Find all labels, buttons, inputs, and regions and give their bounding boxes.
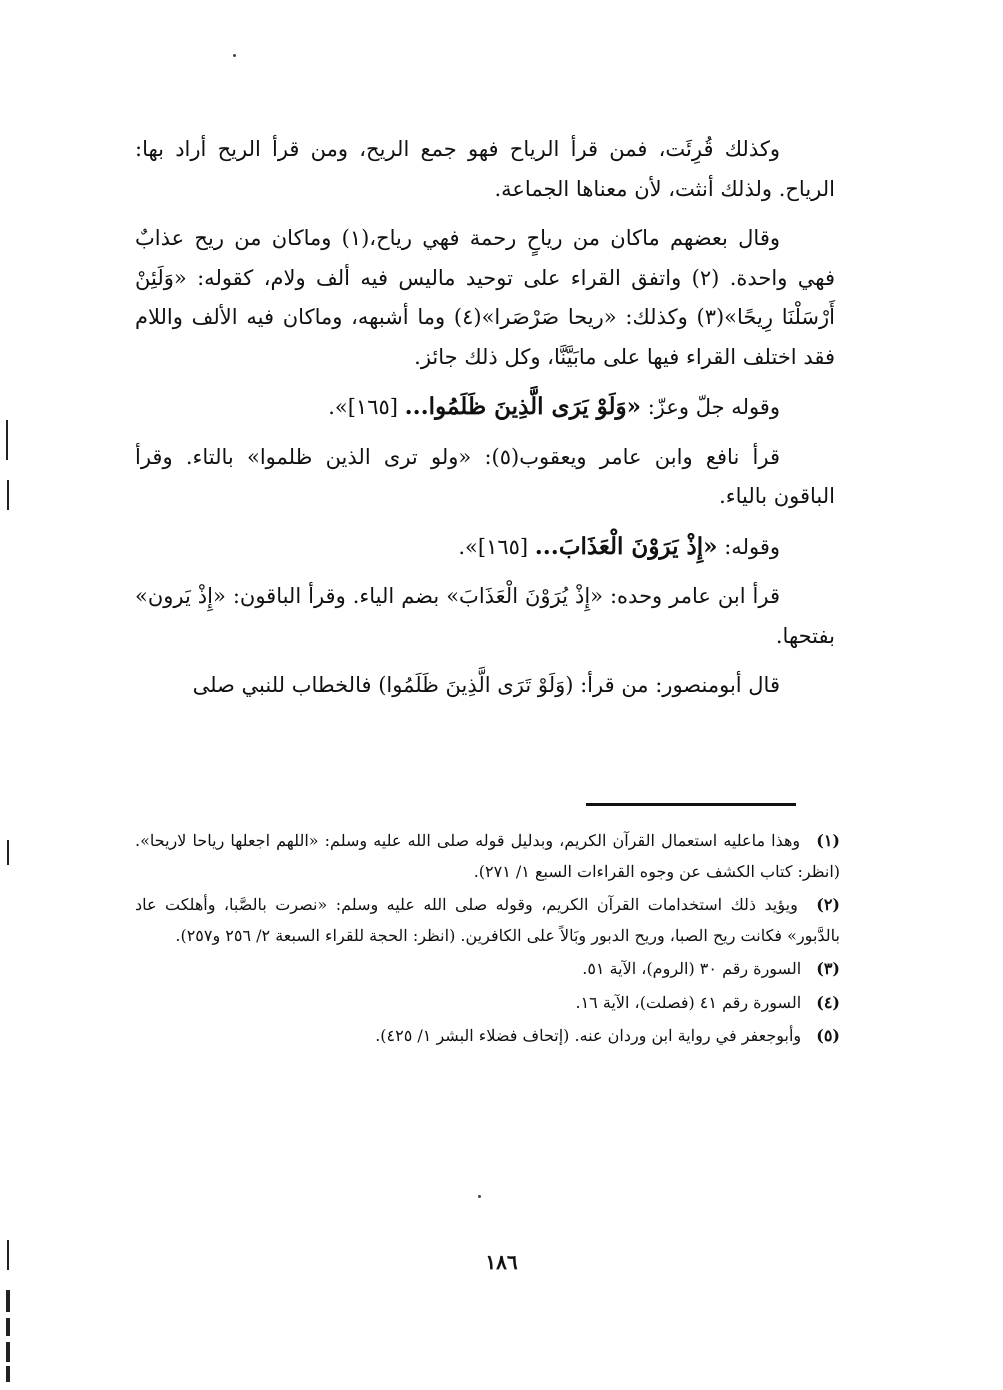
scan-edge-mark — [6, 1318, 10, 1336]
scan-edge-mark — [6, 420, 8, 460]
scan-edge-mark — [7, 840, 9, 865]
paragraph-2: وقال بعضهم ماكان من رياحٍ رحمة فهي رياح،(١) وماكان من ريح عذابٌ فهي واحدة. (٢) واتفق القراء على توحيد ماليس فيه ألف ولام، كقوله: «وَلَئِنْ أَرْسَلْنَا رِيحًا»(٣) وكذلك: «ريحا صَرْصَرا»(٤) وما أشبهه، وماكان فيه الألف واللام فقد اختلف القراء فيها على مابَيَّنَّا، وكل ذلك جائز. — [135, 226, 835, 369]
verse-1-intro: وقوله جلّ وعزّ: — [647, 395, 780, 419]
footnote-text: السورة رقم ٣٠ (الروم)، الآية ٥١. — [582, 959, 802, 978]
footnote-text: ويؤيد ذلك استخدامات القرآن الكريم، وقوله صلى الله عليه وسلم: «نصرت بالصَّبا، وأهلكت عاد بالدَّبور» فكانت ريح الصبا، وريح الدبور وبَالاً على الكافرين. (انظر: الحجة للقراء السبعة ٢/ ٢٥٦ و٢٥٧). — [135, 895, 840, 945]
footnote-text: وهذا ماعليه استعمال القرآن الكريم، وبدليل قوله صلى الله عليه وسلم: «اللهم اجعلها رياحا لاريحا». (انظر: كتاب الكشف عن وجوه القراءات السبع ١/ ٢٧١). — [135, 831, 840, 881]
footnote-2 — [135, 890, 840, 951]
footnote-number: (٤) — [816, 992, 840, 1012]
scan-speck — [233, 54, 236, 57]
footnote-number: (١) — [816, 831, 840, 850]
footnote-5 — [135, 1021, 840, 1052]
verse-line-2 — [135, 527, 835, 568]
reading-1: قرأ نافع وابن عامر ويعقوب(٥): «ولو ترى الذين ظلموا» بالتاء. وقرأ الباقون بالياء. — [135, 444, 835, 508]
verse-2-ref: [١٦٥]». — [458, 534, 529, 559]
scan-edge-mark — [7, 1240, 9, 1270]
footnote-number: (٣) — [816, 959, 840, 978]
main-text — [135, 130, 835, 716]
verse-1-text: «وَلَوْ يَرَى الَّذِينَ ظَلَمُوا... — [404, 393, 642, 420]
footnote-number: (٢) — [816, 895, 840, 914]
footnote-4 — [135, 988, 840, 1019]
footnote-text: وأبوجعفر في رواية ابن وردان عنه. (إتحاف فضلاء البشر ١/ ٤٢٥). — [375, 1026, 802, 1045]
reading-2: قرأ ابن عامر وحده: «إِذْ يُرَوْنَ الْعَذَابَ» بضم الياء. وقرأ الباقون: «إِذْ يَرون» بفتحها. — [135, 584, 835, 648]
scan-edge-mark — [6, 1342, 10, 1362]
scan-speck — [478, 1195, 481, 1198]
scan-edge-mark — [6, 1366, 10, 1382]
scan-edge-mark — [7, 480, 9, 510]
footnote-separator — [586, 803, 796, 806]
verse-2-intro: وقوله: — [724, 534, 780, 559]
footnote-3 — [135, 954, 840, 985]
verse-1-ref: [١٦٥]». — [328, 395, 398, 419]
paragraph-1: وكذلك قُرِئَت، فمن قرأ الرياح فهو جمع الريح، ومن قرأ الريح أراد بها: الرياح. ولذلك أنثت، لأن معناها الجماعة. — [135, 137, 835, 201]
footnote-number: (٥) — [816, 1026, 840, 1045]
footnotes — [135, 826, 840, 1055]
closing-line: قال أبومنصور: من قرأ: (وَلَوْ تَرَى الَّذِينَ ظَلَمُوا) فالخطاب للنبي صلى — [192, 673, 780, 697]
verse-2-text: «إِذْ يَرَوْنَ الْعَذَابَ... — [534, 532, 718, 560]
verse-line-1 — [135, 387, 835, 428]
footnote-text: السورة رقم ٤١ (فصلت)، الآية ١٦. — [575, 992, 802, 1012]
footnote-1 — [135, 826, 840, 887]
page-number: ١٨٦ — [485, 1250, 518, 1274]
scan-edge-mark — [6, 1290, 10, 1312]
